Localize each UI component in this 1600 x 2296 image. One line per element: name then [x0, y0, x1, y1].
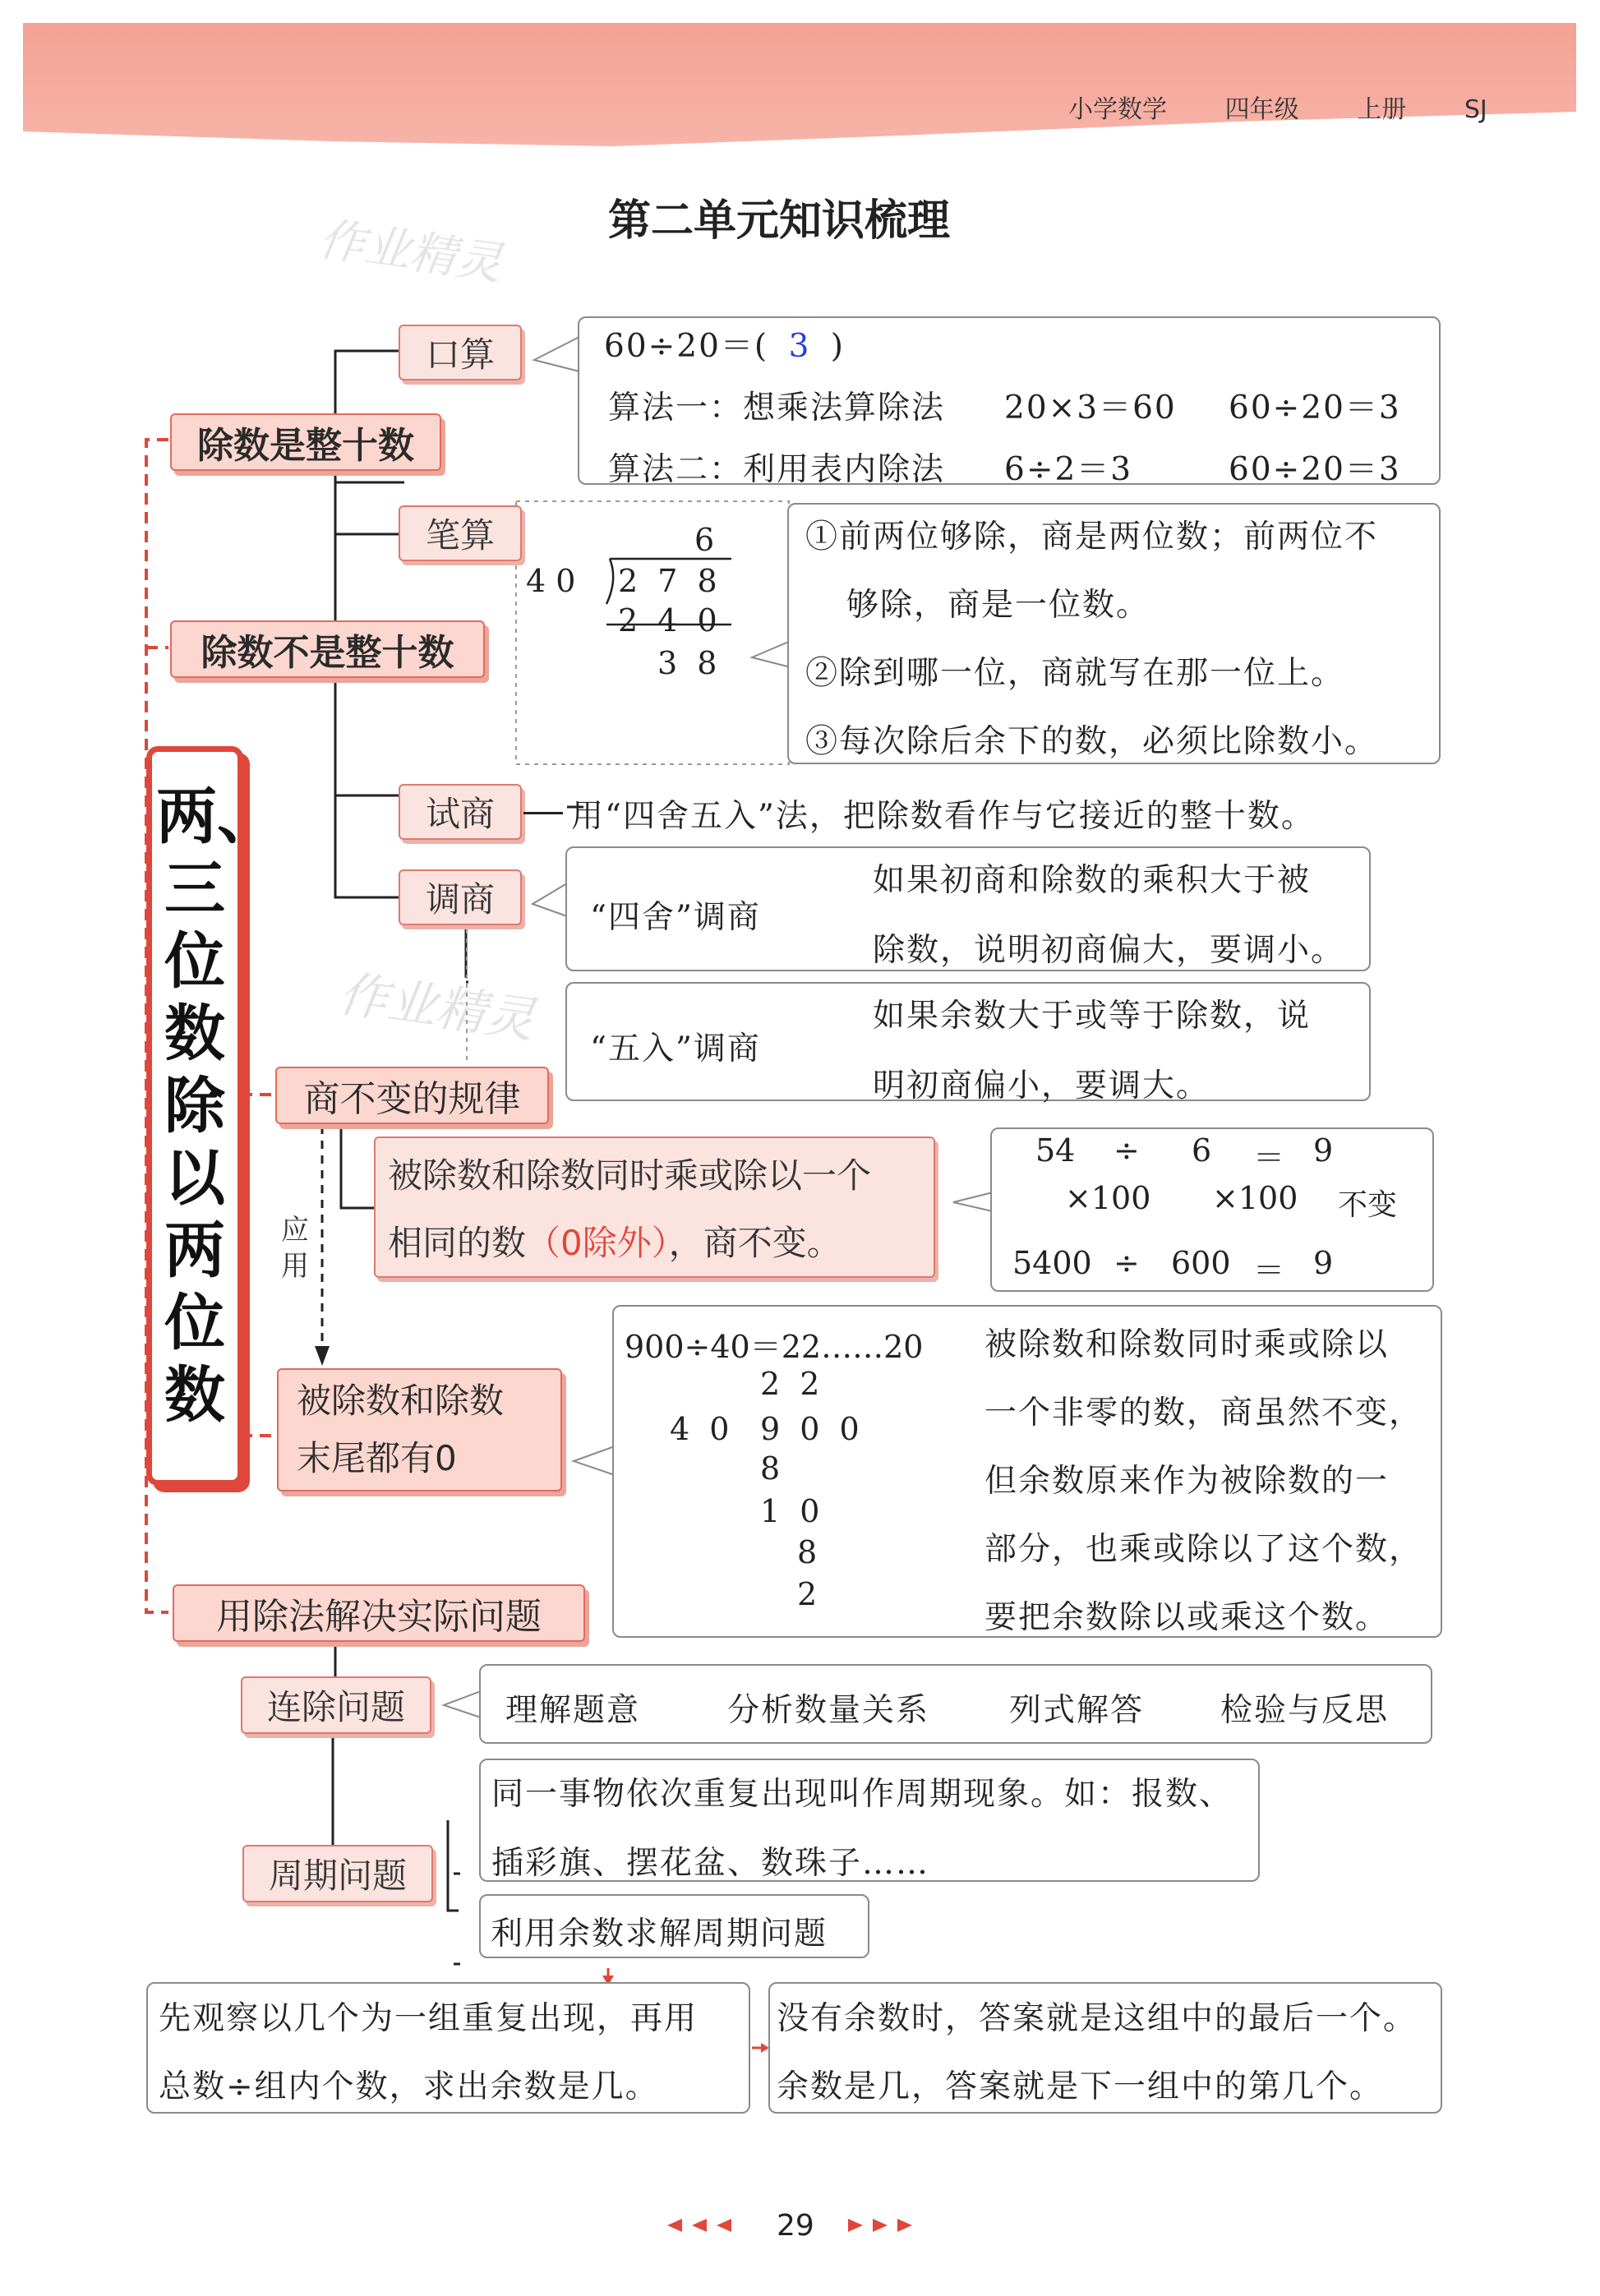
label-adjust — [399, 869, 522, 925]
oral-method1-b: 60÷20＝3 — [1229, 390, 1401, 426]
main-title: 两、三位数除以两位数 — [156, 781, 278, 1431]
written-remainder: 3 8 — [657, 645, 722, 681]
invariance-rule-same-number: 相同的数 — [388, 1223, 527, 1263]
label-written — [399, 505, 522, 561]
invariance-rule-except-zero: （0除外） — [526, 1223, 669, 1263]
header-volume: 上册 — [1357, 95, 1407, 124]
branch-word-problems-label: 用除法解决实际问题 — [216, 1596, 542, 1638]
adjust-round-up-line2: 明初商偏小，要调大。 — [873, 1067, 1210, 1104]
label-written-text: 笔算 — [425, 515, 495, 556]
written-rule-3: ③每次除后余下的数，必须比除数小。 — [805, 723, 1379, 760]
written-dividend: 2 7 8 — [618, 563, 722, 599]
continuous-step-2: 分析数量关系 — [727, 1692, 930, 1729]
written-product: 2 4 0 — [618, 602, 722, 639]
invariance-rule-end: ，商不变。 — [668, 1223, 841, 1263]
label-oral — [399, 325, 522, 380]
branch-divisor-not-whole-tens-label: 除数不是整十数 — [201, 632, 454, 674]
header-edition: SJ — [1464, 95, 1487, 124]
zeros-step2: 1 0 — [760, 1493, 825, 1529]
label-continuous-text: 连除问题 — [266, 1687, 405, 1727]
ex-top-eq: ＝ — [1253, 1140, 1285, 1176]
ex-mul-a: ×100 — [1065, 1180, 1151, 1216]
continuous-step-4: 检验与反思 — [1220, 1692, 1390, 1729]
label-periodic-text: 周期问题 — [268, 1856, 407, 1896]
written-quotient: 6 — [694, 522, 715, 558]
page-number: 29 — [777, 2209, 814, 2243]
oral-equation — [604, 320, 845, 367]
watermark: 作业精灵 — [315, 212, 505, 292]
zeros-dividend: 9 0 0 — [760, 1411, 865, 1447]
zeros-quotient: 2 2 — [760, 1366, 825, 1402]
oral-method1-a: 20×3＝60 — [1004, 390, 1177, 426]
oral-eq-answer: 3 — [788, 328, 811, 365]
branch-trailing-zeros — [277, 1368, 562, 1491]
zeros-note-2: 一个非零的数，商虽然不变， — [984, 1395, 1423, 1432]
oral-eq-prefix: 60÷20＝( — [604, 328, 769, 365]
ex-bottom-eq: ＝ — [1253, 1252, 1285, 1289]
trial-text: 用“四舍五入”法，把除数看作与它接近的整十数。 — [571, 798, 1315, 835]
ex-mul-b: ×100 — [1212, 1180, 1298, 1216]
periodic-def-line2: 插彩旗、摆花盆、数珠子…… — [491, 1845, 930, 1882]
periodic-def-line1: 同一事物依次重复出现叫作周期现象。如：报数、 — [491, 1776, 1233, 1813]
continuous-step-3: 列式解答 — [1009, 1692, 1145, 1729]
adjust-round-up-line1: 如果余数大于或等于除数，说 — [873, 998, 1312, 1035]
adjust-round-down-label: “四舍”调商 — [590, 899, 761, 936]
periodic-method: 利用余数求解周期问题 — [491, 1916, 828, 1953]
ex-top-op: ÷ — [1114, 1132, 1140, 1169]
zeros-note-3: 但余数原来作为被除数的一 — [984, 1463, 1390, 1500]
zeros-step3: 8 — [797, 1534, 818, 1570]
ex-bottom-a: 5400 — [1012, 1245, 1092, 1281]
watermark-2: 作业精灵 — [334, 965, 539, 1050]
adjust-round-down-line2: 除数，说明初商偏大，要调小。 — [873, 932, 1345, 969]
label-trial-text: 试商 — [425, 794, 495, 834]
header-subject: 小学数学 — [1068, 95, 1167, 124]
branch-divisor-whole-tens-label: 除数是整十数 — [197, 425, 414, 467]
zeros-note-5: 要把余数除以或乘这个数。 — [984, 1599, 1390, 1636]
ex-bottom-op: ÷ — [1114, 1245, 1140, 1281]
zeros-divisor: 4 0 — [670, 1411, 735, 1447]
label-periodic — [242, 1845, 433, 1902]
ex-bottom-c: 9 — [1313, 1245, 1334, 1281]
oral-method1-label: 算法一：想乘法算除法 — [608, 390, 946, 426]
invariance-rule-line1: 被除数和除数同时乘或除以一个 — [388, 1155, 872, 1196]
written-rule-2: ②除到哪一位，商就写在那一位上。 — [805, 655, 1345, 692]
ex-mul-unchanged: 不变 — [1338, 1188, 1398, 1222]
ex-top-b: 6 — [1192, 1132, 1212, 1169]
oral-method2-label: 算法二：利用表内除法 — [608, 451, 946, 488]
written-rule-1a: ①前两位够除，商是两位数；前两位不 — [805, 519, 1379, 556]
branch-trailing-zeros-line2: 末尾都有0 — [297, 1438, 457, 1478]
ex-bottom-b: 600 — [1171, 1245, 1231, 1281]
zeros-equation: 900÷40＝22……20 — [625, 1329, 924, 1365]
ex-top-c: 9 — [1313, 1132, 1334, 1169]
zeros-step4: 2 — [797, 1576, 818, 1612]
label-trial — [399, 784, 522, 840]
periodic-step1-line1: 先观察以几个为一组重复出现，再用 — [159, 2000, 699, 2037]
label-adjust-text: 调商 — [425, 879, 495, 920]
ex-top-a: 54 — [1035, 1132, 1076, 1169]
branch-divisor-not-whole-tens — [170, 620, 485, 678]
oral-method2-b: 60÷20＝3 — [1229, 451, 1401, 488]
branch-quotient-invariance-label: 商不变的规律 — [303, 1078, 521, 1120]
invariance-rule-line2 — [388, 1216, 841, 1266]
zeros-note-4: 部分，也乘或除以了这个数， — [984, 1531, 1423, 1568]
zeros-step1: 8 — [760, 1450, 781, 1487]
branch-quotient-invariance — [275, 1067, 549, 1124]
periodic-step2-line2: 余数是几，答案就是下一组中的第几个。 — [777, 2068, 1384, 2105]
branch-divisor-whole-tens — [170, 413, 441, 471]
periodic-step1-line2: 总数÷组内个数，求出余数是几。 — [159, 2068, 659, 2105]
adjust-round-up-label: “五入”调商 — [590, 1030, 761, 1067]
branch-trailing-zeros-line1: 被除数和除数 — [297, 1381, 505, 1421]
zeros-note-1: 被除数和除数同时乘或除以 — [984, 1326, 1390, 1363]
label-continuous — [241, 1676, 431, 1734]
trial-line — [523, 812, 563, 814]
written-rule-1b: 够除，商是一位数。 — [846, 587, 1150, 624]
oral-eq-suffix: ) — [830, 328, 846, 365]
page-title: 第二单元知识梳理 — [608, 196, 951, 246]
apply-label: 应用 — [281, 1214, 309, 1283]
branch-word-problems — [173, 1584, 585, 1642]
written-divisor: 4 0 — [526, 563, 576, 599]
periodic-step2-line1: 没有余数时，答案就是这组中的最后一个。 — [777, 2000, 1418, 2037]
label-oral-text: 口算 — [425, 334, 495, 375]
oral-method2-a: 6÷2＝3 — [1004, 451, 1133, 488]
continuous-step-1: 理解题意 — [505, 1692, 641, 1729]
adjust-round-down-line1: 如果初商和除数的乘积大于被 — [873, 862, 1312, 899]
header-grade: 四年级 — [1224, 95, 1299, 124]
